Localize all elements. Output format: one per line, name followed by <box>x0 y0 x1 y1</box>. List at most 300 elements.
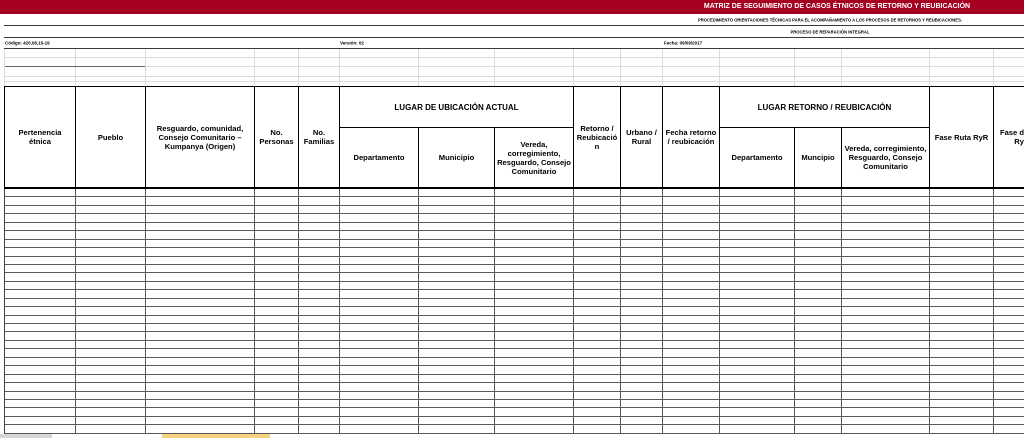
header-fecha-retorno[interactable]: Fecha retorno / reubicación <box>663 87 720 188</box>
grid-cell[interactable] <box>994 383 1024 391</box>
grid-cell[interactable] <box>795 375 842 383</box>
document-code[interactable]: Código: 420,08,15-19 <box>5 40 50 46</box>
grid-cell[interactable] <box>76 332 146 340</box>
document-date[interactable]: Fecha: 09/09/2017 <box>664 40 703 46</box>
grid-cell[interactable] <box>255 189 299 197</box>
grid-cell[interactable] <box>340 341 419 349</box>
table-row[interactable] <box>5 366 1024 374</box>
grid-cell[interactable] <box>495 425 574 433</box>
grid-cell[interactable] <box>76 324 146 332</box>
grid-cell[interactable] <box>255 341 299 349</box>
header-pueblo[interactable]: Pueblo <box>76 87 146 188</box>
grid-cell[interactable] <box>795 417 842 425</box>
grid-cell[interactable] <box>340 316 419 324</box>
grid-cell[interactable] <box>621 307 663 315</box>
grid-cell[interactable] <box>720 425 795 433</box>
grid-cell[interactable] <box>5 273 76 281</box>
grid-cell[interactable] <box>340 307 419 315</box>
grid-cell[interactable] <box>340 257 419 265</box>
grid-cell[interactable] <box>5 223 76 231</box>
grid-cell[interactable] <box>299 240 340 248</box>
grid-cell[interactable] <box>299 197 340 205</box>
grid-cell[interactable] <box>994 273 1024 281</box>
grid-cell[interactable] <box>76 248 146 256</box>
grid-cell[interactable] <box>842 408 930 416</box>
grid-cell[interactable] <box>930 425 994 433</box>
grid-cell[interactable] <box>994 316 1024 324</box>
grid-cell[interactable] <box>795 257 842 265</box>
grid-cell[interactable] <box>255 425 299 433</box>
table-row[interactable] <box>5 290 1024 298</box>
grid-cell[interactable] <box>930 299 994 307</box>
grid-cell[interactable] <box>994 197 1024 205</box>
grid-cell[interactable] <box>720 206 795 214</box>
grid-cell[interactable] <box>146 197 255 205</box>
table-row[interactable] <box>5 392 1024 400</box>
grid-cell[interactable] <box>930 189 994 197</box>
grid-cell[interactable] <box>5 332 76 340</box>
grid-cell[interactable] <box>720 214 795 222</box>
grid-cell[interactable] <box>842 324 930 332</box>
grid-cell[interactable] <box>340 299 419 307</box>
grid-cell[interactable] <box>495 417 574 425</box>
grid-cell[interactable] <box>994 290 1024 298</box>
grid-cell[interactable] <box>495 349 574 357</box>
grid-cell[interactable] <box>5 265 76 273</box>
grid-cell[interactable] <box>419 273 495 281</box>
grid-cell[interactable] <box>340 392 419 400</box>
grid-cell[interactable] <box>795 240 842 248</box>
grid-cell[interactable] <box>930 265 994 273</box>
grid-cell[interactable] <box>574 358 621 366</box>
grid-cell[interactable] <box>842 425 930 433</box>
grid-cell[interactable] <box>663 282 720 290</box>
grid-cell[interactable] <box>5 240 76 248</box>
grid-cell[interactable] <box>340 290 419 298</box>
grid-cell[interactable] <box>720 290 795 298</box>
header-retorno-reubicacion[interactable]: Retorno / Reubicación <box>574 87 621 188</box>
grid-cell[interactable] <box>255 358 299 366</box>
grid-cell[interactable] <box>255 349 299 357</box>
grid-cell[interactable] <box>299 375 340 383</box>
grid-cell[interactable] <box>299 231 340 239</box>
table-row[interactable] <box>5 408 1024 416</box>
grid-cell[interactable] <box>146 392 255 400</box>
grid-cell[interactable] <box>495 299 574 307</box>
grid-cell[interactable] <box>495 316 574 324</box>
grid-cell[interactable] <box>299 341 340 349</box>
grid-cell[interactable] <box>5 366 76 374</box>
grid-cell[interactable] <box>495 383 574 391</box>
grid-cell[interactable] <box>76 366 146 374</box>
grid-cell[interactable] <box>621 408 663 416</box>
grid-cell[interactable] <box>574 417 621 425</box>
grid-cell[interactable] <box>795 206 842 214</box>
header-no-familias[interactable]: No. Familias <box>299 87 340 188</box>
grid-cell[interactable] <box>340 375 419 383</box>
grid-cell[interactable] <box>76 349 146 357</box>
grid-cell[interactable] <box>5 307 76 315</box>
grid-cell[interactable] <box>299 366 340 374</box>
grid-cell[interactable] <box>994 240 1024 248</box>
grid-cell[interactable] <box>419 290 495 298</box>
grid-cell[interactable] <box>340 383 419 391</box>
grid-cell[interactable] <box>76 240 146 248</box>
header-urbano-rural[interactable]: Urbano / Rural <box>621 87 663 188</box>
grid-cell[interactable] <box>574 341 621 349</box>
grid-cell[interactable] <box>720 324 795 332</box>
grid-cell[interactable] <box>574 257 621 265</box>
grid-cell[interactable] <box>76 231 146 239</box>
grid-cell[interactable] <box>299 223 340 231</box>
grid-cell[interactable] <box>419 341 495 349</box>
grid-cell[interactable] <box>720 358 795 366</box>
grid-cell[interactable] <box>994 231 1024 239</box>
grid-cell[interactable] <box>621 392 663 400</box>
grid-cell[interactable] <box>5 324 76 332</box>
grid-cell[interactable] <box>255 400 299 408</box>
grid-cell[interactable] <box>574 231 621 239</box>
grid-cell[interactable] <box>930 248 994 256</box>
grid-cell[interactable] <box>146 231 255 239</box>
grid-cell[interactable] <box>5 257 76 265</box>
grid-cell[interactable] <box>76 214 146 222</box>
grid-cell[interactable] <box>663 307 720 315</box>
grid-cell[interactable] <box>495 358 574 366</box>
grid-cell[interactable] <box>574 316 621 324</box>
grid-cell[interactable] <box>720 375 795 383</box>
grid-cell[interactable] <box>795 383 842 391</box>
grid-cell[interactable] <box>340 400 419 408</box>
grid-cell[interactable] <box>419 417 495 425</box>
grid-cell[interactable] <box>994 392 1024 400</box>
grid-cell[interactable] <box>621 324 663 332</box>
grid-cell[interactable] <box>5 197 76 205</box>
grid-cell[interactable] <box>842 400 930 408</box>
grid-cell[interactable] <box>146 214 255 222</box>
grid-cell[interactable] <box>842 273 930 281</box>
grid-cell[interactable] <box>574 425 621 433</box>
table-row[interactable] <box>5 341 1024 349</box>
header-current-municipio[interactable]: Municipio <box>419 128 495 188</box>
grid-cell[interactable] <box>994 375 1024 383</box>
grid-cell[interactable] <box>146 417 255 425</box>
grid-cell[interactable] <box>621 282 663 290</box>
grid-cell[interactable] <box>146 240 255 248</box>
grid-cell[interactable] <box>299 206 340 214</box>
grid-cell[interactable] <box>720 341 795 349</box>
grid-cell[interactable] <box>146 408 255 416</box>
grid-cell[interactable] <box>842 307 930 315</box>
table-row[interactable] <box>5 375 1024 383</box>
grid-cell[interactable] <box>795 223 842 231</box>
grid-cell[interactable] <box>663 189 720 197</box>
table-row[interactable] <box>5 282 1024 290</box>
grid-cell[interactable] <box>930 290 994 298</box>
grid-cell[interactable] <box>663 400 720 408</box>
grid-cell[interactable] <box>76 189 146 197</box>
grid-cell[interactable] <box>76 383 146 391</box>
grid-cell[interactable] <box>720 231 795 239</box>
document-version[interactable]: Versión: 02 <box>340 40 364 46</box>
table-row[interactable] <box>5 214 1024 222</box>
grid-cell[interactable] <box>663 425 720 433</box>
grid-cell[interactable] <box>795 307 842 315</box>
grid-cell[interactable] <box>663 265 720 273</box>
grid-cell[interactable] <box>76 341 146 349</box>
grid-cell[interactable] <box>299 214 340 222</box>
grid-cell[interactable] <box>842 366 930 374</box>
grid-cell[interactable] <box>720 197 795 205</box>
grid-cell[interactable] <box>795 366 842 374</box>
grid-cell[interactable] <box>621 332 663 340</box>
grid-cell[interactable] <box>621 349 663 357</box>
grid-cell[interactable] <box>299 299 340 307</box>
grid-cell[interactable] <box>720 332 795 340</box>
table-row[interactable] <box>5 316 1024 324</box>
grid-cell[interactable] <box>621 425 663 433</box>
table-row[interactable] <box>5 273 1024 281</box>
grid-cell[interactable] <box>994 425 1024 433</box>
grid-cell[interactable] <box>255 316 299 324</box>
grid-cell[interactable] <box>5 425 76 433</box>
grid-cell[interactable] <box>495 214 574 222</box>
grid-cell[interactable] <box>663 206 720 214</box>
grid-cell[interactable] <box>146 206 255 214</box>
grid-cell[interactable] <box>994 349 1024 357</box>
grid-cell[interactable] <box>495 206 574 214</box>
grid-cell[interactable] <box>419 197 495 205</box>
grid-cell[interactable] <box>255 417 299 425</box>
grid-cell[interactable] <box>5 316 76 324</box>
grid-cell[interactable] <box>663 375 720 383</box>
grid-cell[interactable] <box>340 349 419 357</box>
grid-cell[interactable] <box>574 383 621 391</box>
table-row[interactable] <box>5 349 1024 357</box>
grid-cell[interactable] <box>419 282 495 290</box>
grid-cell[interactable] <box>299 273 340 281</box>
grid-cell[interactable] <box>76 282 146 290</box>
grid-cell[interactable] <box>255 257 299 265</box>
grid-cell[interactable] <box>255 332 299 340</box>
grid-cell[interactable] <box>720 417 795 425</box>
grid-cell[interactable] <box>146 299 255 307</box>
grid-cell[interactable] <box>842 231 930 239</box>
grid-cell[interactable] <box>419 408 495 416</box>
grid-cell[interactable] <box>419 400 495 408</box>
grid-cell[interactable] <box>994 324 1024 332</box>
grid-cell[interactable] <box>720 257 795 265</box>
grid-cell[interactable] <box>795 358 842 366</box>
grid-cell[interactable] <box>76 299 146 307</box>
process-cell[interactable] <box>636 26 1024 37</box>
grid-cell[interactable] <box>720 248 795 256</box>
grid-cell[interactable] <box>663 349 720 357</box>
grid-cell[interactable] <box>255 214 299 222</box>
grid-cell[interactable] <box>255 408 299 416</box>
grid-cell[interactable] <box>495 307 574 315</box>
grid-cell[interactable] <box>663 299 720 307</box>
table-row[interactable] <box>5 206 1024 214</box>
grid-cell[interactable] <box>340 358 419 366</box>
grid-cell[interactable] <box>5 392 76 400</box>
grid-cell[interactable] <box>621 341 663 349</box>
grid-cell[interactable] <box>76 417 146 425</box>
grid-cell[interactable] <box>255 223 299 231</box>
grid-cell[interactable] <box>720 349 795 357</box>
grid-cell[interactable] <box>340 282 419 290</box>
grid-cell[interactable] <box>930 341 994 349</box>
grid-cell[interactable] <box>419 383 495 391</box>
grid-cell[interactable] <box>795 290 842 298</box>
grid-cell[interactable] <box>299 307 340 315</box>
grid-cell[interactable] <box>5 383 76 391</box>
grid-cell[interactable] <box>340 240 419 248</box>
grid-cell[interactable] <box>5 400 76 408</box>
grid-cell[interactable] <box>994 189 1024 197</box>
grid-cell[interactable] <box>5 349 76 357</box>
grid-cell[interactable] <box>994 248 1024 256</box>
grid-cell[interactable] <box>930 223 994 231</box>
grid-cell[interactable] <box>994 332 1024 340</box>
grid-cell[interactable] <box>930 307 994 315</box>
header-current-vereda[interactable]: Vereda, corregimiento, Resguardo, Consejo Comunitario <box>495 128 574 188</box>
grid-cell[interactable] <box>76 375 146 383</box>
grid-cell[interactable] <box>299 425 340 433</box>
header-return-vereda[interactable]: Vereda, corregimiento, Resguardo, Consejo Comunitario <box>842 128 930 188</box>
grid-cell[interactable] <box>663 214 720 222</box>
table-row[interactable] <box>5 265 1024 273</box>
grid-cell[interactable] <box>720 408 795 416</box>
grid-cell[interactable] <box>419 223 495 231</box>
grid-cell[interactable] <box>419 248 495 256</box>
grid-cell[interactable] <box>419 324 495 332</box>
grid-cell[interactable] <box>255 273 299 281</box>
table-row[interactable] <box>5 332 1024 340</box>
grid-cell[interactable] <box>930 349 994 357</box>
grid-cell[interactable] <box>720 299 795 307</box>
grid-cell[interactable] <box>994 307 1024 315</box>
grid-cell[interactable] <box>842 299 930 307</box>
grid-cell[interactable] <box>930 273 994 281</box>
table-row[interactable] <box>5 400 1024 408</box>
grid-cell[interactable] <box>621 316 663 324</box>
grid-cell[interactable] <box>842 240 930 248</box>
grid-cell[interactable] <box>255 231 299 239</box>
grid-cell[interactable] <box>842 223 930 231</box>
grid-cell[interactable] <box>930 240 994 248</box>
grid-cell[interactable] <box>842 290 930 298</box>
grid-cell[interactable] <box>795 248 842 256</box>
grid-cell[interactable] <box>994 341 1024 349</box>
grid-cell[interactable] <box>663 273 720 281</box>
grid-cell[interactable] <box>340 425 419 433</box>
header-group-return-location[interactable]: LUGAR RETORNO / REUBICACIÓN <box>720 87 930 128</box>
grid-cell[interactable] <box>299 383 340 391</box>
grid-cell[interactable] <box>621 206 663 214</box>
grid-cell[interactable] <box>255 265 299 273</box>
grid-cell[interactable] <box>930 358 994 366</box>
grid-cell[interactable] <box>994 282 1024 290</box>
grid-cell[interactable] <box>299 417 340 425</box>
header-return-municipio[interactable]: Muncipio <box>795 128 842 188</box>
grid-cell[interactable] <box>299 265 340 273</box>
grid-cell[interactable] <box>930 214 994 222</box>
grid-cell[interactable] <box>720 273 795 281</box>
grid-cell[interactable] <box>146 349 255 357</box>
grid-cell[interactable] <box>663 290 720 298</box>
table-row[interactable] <box>5 197 1024 205</box>
grid-cell[interactable] <box>842 214 930 222</box>
grid-cell[interactable] <box>299 189 340 197</box>
grid-cell[interactable] <box>255 240 299 248</box>
grid-cell[interactable] <box>621 299 663 307</box>
grid-cell[interactable] <box>930 366 994 374</box>
grid-cell[interactable] <box>842 349 930 357</box>
grid-cell[interactable] <box>795 425 842 433</box>
grid-cell[interactable] <box>930 231 994 239</box>
grid-cell[interactable] <box>795 273 842 281</box>
grid-cell[interactable] <box>574 400 621 408</box>
grid-cell[interactable] <box>419 265 495 273</box>
grid-cell[interactable] <box>299 316 340 324</box>
grid-cell[interactable] <box>795 392 842 400</box>
grid-cell[interactable] <box>340 231 419 239</box>
grid-cell[interactable] <box>419 332 495 340</box>
grid-cell[interactable] <box>419 307 495 315</box>
table-row[interactable] <box>5 324 1024 332</box>
grid-cell[interactable] <box>574 299 621 307</box>
grid-cell[interactable] <box>76 223 146 231</box>
grid-cell[interactable] <box>146 223 255 231</box>
grid-cell[interactable] <box>795 197 842 205</box>
grid-cell[interactable] <box>621 214 663 222</box>
grid-cell[interactable] <box>5 290 76 298</box>
grid-cell[interactable] <box>720 223 795 231</box>
grid-cell[interactable] <box>574 349 621 357</box>
grid-cell[interactable] <box>495 197 574 205</box>
grid-cell[interactable] <box>146 248 255 256</box>
grid-cell[interactable] <box>930 332 994 340</box>
grid-cell[interactable] <box>842 417 930 425</box>
grid-cell[interactable] <box>663 358 720 366</box>
grid-cell[interactable] <box>621 231 663 239</box>
grid-cell[interactable] <box>146 273 255 281</box>
grid-cell[interactable] <box>5 206 76 214</box>
grid-cell[interactable] <box>621 366 663 374</box>
grid-cell[interactable] <box>495 273 574 281</box>
grid-cell[interactable] <box>930 392 994 400</box>
grid-cell[interactable] <box>663 257 720 265</box>
grid-cell[interactable] <box>621 400 663 408</box>
grid-cell[interactable] <box>842 197 930 205</box>
grid-cell[interactable] <box>146 189 255 197</box>
grid-cell[interactable] <box>574 223 621 231</box>
grid-cell[interactable] <box>419 257 495 265</box>
grid-cell[interactable] <box>146 257 255 265</box>
grid-cell[interactable] <box>299 290 340 298</box>
grid-cell[interactable] <box>621 375 663 383</box>
grid-cell[interactable] <box>76 265 146 273</box>
grid-cell[interactable] <box>621 265 663 273</box>
grid-cell[interactable] <box>663 341 720 349</box>
grid-cell[interactable] <box>5 282 76 290</box>
grid-cell[interactable] <box>842 257 930 265</box>
grid-cell[interactable] <box>146 366 255 374</box>
grid-cell[interactable] <box>5 375 76 383</box>
grid-cell[interactable] <box>5 358 76 366</box>
grid-cell[interactable] <box>621 197 663 205</box>
